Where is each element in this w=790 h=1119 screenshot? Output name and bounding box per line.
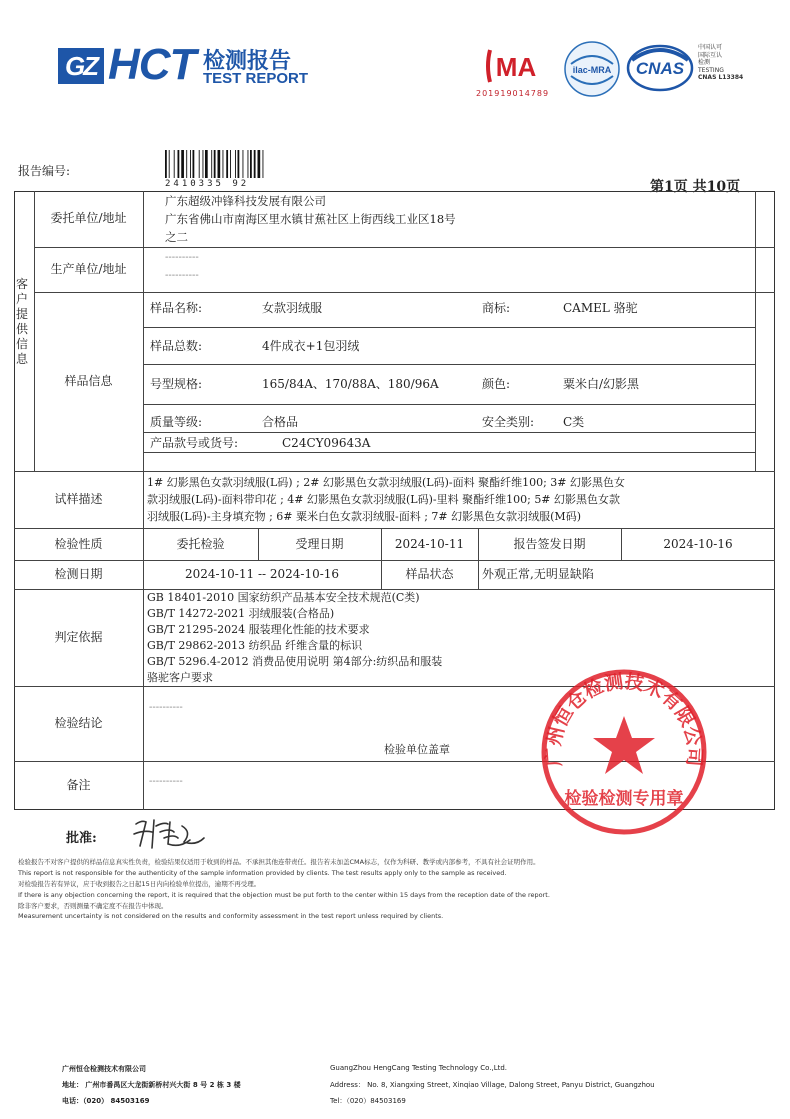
disclaimer-line-5: 除非客户要求，否则测量不确定度不在报告中体现。	[18, 902, 168, 910]
report-title-cn: 检测报告	[203, 49, 292, 74]
sample-info-label: 样品信息	[64, 374, 113, 388]
producer-value-1: ----------	[165, 252, 199, 263]
color: 粟米白/幻影黑	[563, 377, 640, 391]
basis-label: 判定依据	[54, 630, 103, 644]
remarks-value: ----------	[149, 776, 183, 787]
ilac-text: ilac-MRA	[572, 65, 612, 75]
footer-phone-en: Tel：（020）84503169	[330, 1097, 406, 1105]
footer-company-en: GuangZhou HengCang Testing Technology Co.,Ltd.	[330, 1064, 508, 1072]
basis-line-1: GB 18401-2010 国家纺织产品基本安全技术规范(C类)	[147, 591, 420, 604]
size-label: 号型规格:	[150, 377, 203, 391]
ilac-mra-logo	[563, 40, 621, 98]
client-company: 广东超级冲锋科技发展有限公司	[165, 194, 326, 208]
page-info: 第1页 共10页	[650, 179, 741, 195]
sample-count: 4件成衣+1包羽绒	[262, 339, 360, 353]
cnas-text: CNAS	[635, 59, 685, 78]
disclaimer-line-3: 对检验报告若有异议，应于收到报告之日起15日内向检验单位提出，逾期不再受理。	[18, 880, 261, 888]
basis-line-4: GB/T 29862-2013 纺织品 纤维含量的标识	[147, 639, 363, 652]
sample-state-label: 样品状态	[405, 567, 454, 581]
client-address-line2: 之二	[165, 230, 188, 244]
test-date-label: 检测日期	[54, 567, 103, 581]
issue-date: 2024-10-16	[663, 537, 733, 551]
specimen-label: 试样描述	[54, 492, 103, 506]
report-title-en: TEST REPORT	[203, 70, 309, 87]
cnas-accreditation-text: 中国认可 国际互认 检测 TESTING CNAS L13384	[698, 44, 744, 81]
color-label: 颜色:	[482, 377, 511, 391]
basis-line-6: 骆驼客户要求	[147, 671, 213, 684]
issue-date-label: 报告签发日期	[513, 537, 586, 551]
product-code-label: 产品款号或货号:	[150, 436, 239, 450]
customer-info-side-label: 客 户 提 供 信 息	[15, 277, 28, 366]
specimen-line-1: 1# 幻影黑色女款羽绒服(L码) ; 2# 幻影黑色女款羽绒服(L码)-面料 聚酯纤维100; 3# 幻影黑色女	[147, 476, 626, 489]
report-number-label: 报告编号:	[18, 164, 71, 178]
client-label: 委托单位/地址	[50, 211, 127, 225]
inspection-nature: 委托检验	[176, 537, 225, 551]
seal-bottom-text: 检验检测专用章	[564, 789, 684, 809]
cnas-logo	[626, 42, 694, 94]
safety-label: 安全类别:	[482, 415, 535, 429]
received-date: 2024-10-11	[394, 537, 465, 551]
product-code: C24CY09643A	[282, 436, 371, 450]
cma-logo	[484, 46, 548, 86]
producer-value-2: ----------	[165, 270, 199, 281]
grade: 合格品	[262, 415, 299, 429]
sample-count-label: 样品总数:	[150, 339, 203, 353]
footer-address-cn: 地址： 广州市番禺区大龙街新桥村兴大街 8 号 2 栋 3 楼	[62, 1081, 241, 1089]
basis-line-2: GB/T 14272-2021 羽绒服装(合格品)	[147, 607, 335, 620]
size: 165/84A、170/88A、180/96A	[262, 377, 439, 391]
disclaimer-line-6: Measurement uncertainty is not considered on the results and conformity assessment in the test report unless required by clients.	[18, 912, 444, 920]
seal-star-icon	[593, 716, 655, 774]
cma-number: 201919014789	[476, 89, 550, 98]
test-date: 2024-10-11 -- 2024-10-16	[184, 567, 340, 581]
disclaimer-line-2: This report is not responsible for the authenticity of the sample information provided by clients. The test results apply only to the sample as received.	[18, 869, 507, 877]
received-date-label: 受理日期	[295, 537, 344, 551]
official-seal	[540, 668, 708, 836]
sample-state: 外观正常,无明显缺陷	[482, 567, 594, 581]
disclaimer-line-4: If there is any objection concerning the report, it is required that the objection must be put forth to the center within 15 days from the reception date of the report.	[18, 891, 550, 899]
basis-line-5: GB/T 5296.4-2012 消费品使用说明 第4部分:纺织品和服装	[147, 655, 443, 668]
grade-label: 质量等级:	[150, 415, 203, 429]
disclaimer-line-1: 检验报告不对客户提供的样品信息真实性负责，检验结果仅适用于收到的样品。不承担其他连带责任。报告若未加盖CMA标志，仅作为科研、教学或内部参考，不具有社会证明作用。	[18, 858, 540, 866]
footer-company-cn: 广州恒仓检测技术有限公司	[62, 1065, 146, 1073]
seal-ring-text: 广州恒仓检测技术有限公司	[542, 670, 706, 768]
safety: C类	[563, 415, 585, 429]
footer-address-en: Address： No. 8, Xiangxing Street, Xinqiao Village, Dalong Street, Panyu District, Guangzhou	[330, 1081, 655, 1089]
conclusion-value: ----------	[149, 702, 183, 713]
brand: CAMEL 骆驼	[563, 301, 638, 315]
barcode-number: 2410335 92	[165, 179, 250, 189]
brand-label: 商标:	[482, 301, 511, 315]
specimen-line-3: 羽绒服(L码)-主身填充物 ; 6# 粟米白色女款羽绒服-面料 ; 7# 幻影黑色女款羽绒服(M码)	[147, 510, 581, 523]
barcode	[165, 150, 290, 180]
hct-logo-text: HCT	[108, 40, 196, 89]
producer-label: 生产单位/地址	[50, 262, 127, 276]
hct-logo-mark: GZ	[58, 48, 104, 84]
footer-phone-cn: 电话：（020） 84503169	[62, 1097, 150, 1105]
client-address-line1: 广东省佛山市南海区里水镇甘蕉社区上街西线工业区18号	[165, 212, 456, 226]
remarks-label: 备注	[66, 778, 91, 792]
sample-name-label: 样品名称:	[150, 301, 203, 315]
approval-label: 批准:	[66, 831, 97, 846]
specimen-line-2: 款羽绒服(L码)-面料带印花 ; 4# 幻影黑色女款羽绒服(L码)-里料 聚酯纤维100; 5# 幻影黑色女款	[147, 493, 621, 506]
cma-text: MA	[495, 52, 537, 82]
sample-name: 女款羽绒服	[262, 301, 323, 315]
basis-line-3: GB/T 21295-2024 服装理化性能的技术要求	[147, 623, 370, 636]
seal-label: 检验单位盖章	[384, 743, 450, 756]
handwritten-signature	[130, 812, 210, 854]
conclusion-label: 检验结论	[54, 716, 103, 730]
inspection-nature-label: 检验性质	[54, 537, 103, 551]
